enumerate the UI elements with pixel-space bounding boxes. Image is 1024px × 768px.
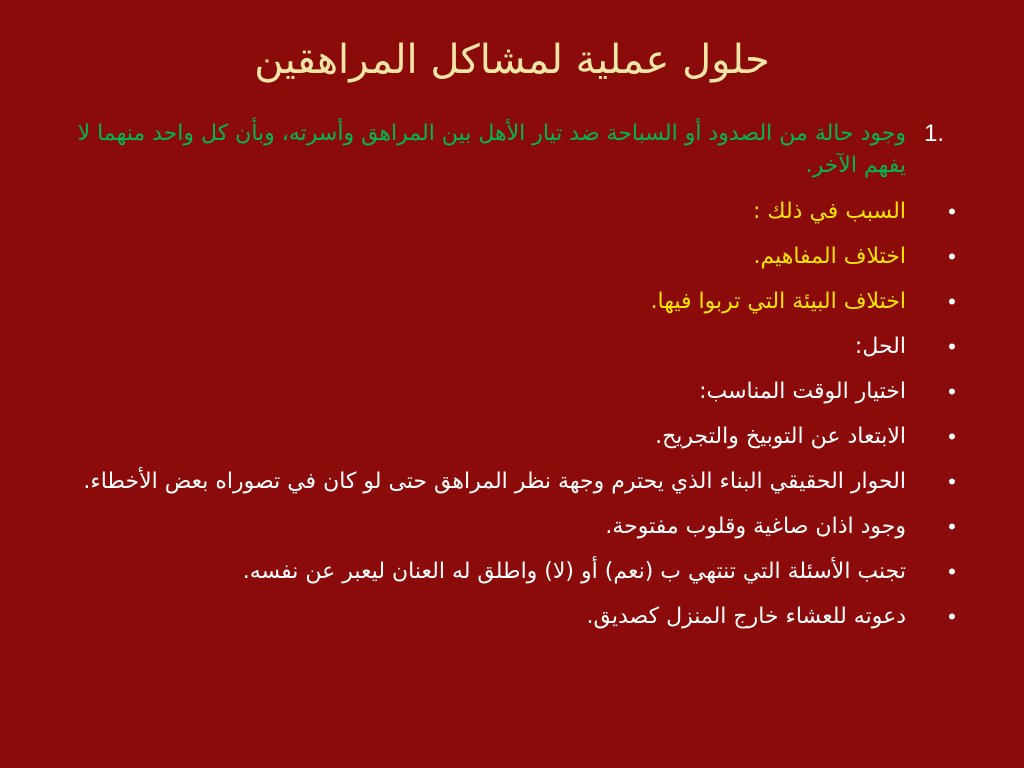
- list-item-numbered: [66, 118, 966, 182]
- bullet-icon: •: [948, 199, 956, 224]
- bullet-icon: •: [948, 244, 956, 269]
- item-text: وجود اذان صاغية وقلوب مفتوحة.: [605, 514, 906, 539]
- bullet-icon: •: [948, 514, 956, 539]
- content-list: [66, 118, 966, 646]
- item-text: الحل:: [854, 334, 906, 359]
- list-item: [66, 331, 966, 363]
- list-item: [66, 196, 966, 228]
- item-number: 1.: [924, 120, 945, 147]
- item-text: اختيار الوقت المناسب:: [699, 379, 906, 404]
- list-item: [66, 241, 966, 273]
- list-item: [66, 466, 966, 498]
- bullet-icon: •: [948, 469, 956, 494]
- item-text: دعوته للعشاء خارج المنزل كصديق.: [586, 604, 906, 629]
- item-text: اختلاف البيئة التي تربوا فيها.: [650, 289, 906, 314]
- item-text: تجنب الأسئلة التي تنتهي ب (نعم) أو (لا) واطلق له العنان ليعبر عن نفسه.: [242, 559, 906, 584]
- item-text: السبب في ذلك :: [753, 199, 906, 224]
- item-text: الحوار الحقيقي البناء الذي يحترم وجهة نظر المراهق حتى لو كان في تصوراه بعض الأخطاء.: [83, 469, 906, 494]
- list-item: [66, 286, 966, 318]
- bullet-icon: •: [948, 604, 956, 629]
- item-text: اختلاف المفاهيم.: [753, 244, 906, 269]
- bullet-icon: •: [948, 559, 956, 584]
- list-item: [66, 511, 966, 543]
- list-item: [66, 601, 966, 633]
- list-item: [66, 376, 966, 408]
- item-text: وجود حالة من الصدود أو السباحة ضد تيار الأهل بين المراهق وأسرته، وبأن كل واحد منهما لا يفهم الآخر.: [77, 121, 906, 178]
- bullet-icon: •: [948, 334, 956, 359]
- item-text: الابتعاد عن التوبيخ والتجريح.: [655, 424, 906, 449]
- list-item: [66, 421, 966, 453]
- bullet-icon: •: [948, 379, 956, 404]
- list-item: [66, 556, 966, 588]
- bullet-icon: •: [948, 424, 956, 449]
- slide-title: حلول عملية لمشاكل المراهقين: [254, 37, 770, 83]
- bullet-icon: •: [948, 289, 956, 314]
